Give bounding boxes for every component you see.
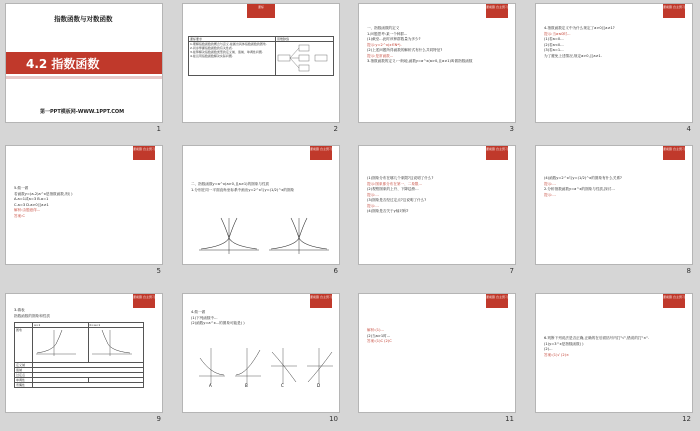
slide-body: 一、指数函数的定义 1.问题思考:某一个种群... (1)截至...此时该种群数量为多少? 提示:y=2^x(x∈N*). (2)上述问题所得函数的解析式有什么共同特征? 提示:是常函数... 3.指数函数的定义:一般地,函数y=a^x(a>0,且a≠1)叫做指数函数 (367, 26, 473, 63)
slide-tag: 课前篇 自主预习 (310, 294, 332, 308)
slide-tag: 课标 (247, 4, 275, 18)
slide-thumbnail-10[interactable] (182, 293, 342, 426)
choice-graph-b (233, 346, 263, 388)
slide-number: 12 (682, 415, 691, 423)
slide-thumbnail-3[interactable] (358, 3, 518, 136)
svg-text:B: B (245, 383, 248, 388)
slide-tag: 课前篇 自主预习 (133, 294, 155, 308)
slide-number: 1 (156, 125, 161, 133)
slide-canvas (535, 293, 693, 413)
mind-map-diagram (277, 42, 332, 74)
slide-title: 4.2 指数函数 (26, 57, 100, 71)
slide-thumbnail-9[interactable] (5, 293, 165, 426)
slide-number: 4 (686, 125, 691, 133)
slide-canvas (5, 293, 163, 413)
slide-body: 二、指数函数y=a^x(a>0,且a≠1)的图象与性质 1.分别在同一平面直角坐标系中画出y=2^x与y=(1/2)^x的图象 (191, 182, 295, 192)
slide-body: 4.做一做 (1)下列函数中... (2)函数y=a^x...的图象可能是( ) (191, 310, 245, 325)
objectives-table: 课标要求 思维脉络 1.理解指数函数的概念与意义,能画出具体指数函数的图象. 2.初步掌握指数函数的有关性质. 3.能够解决指数函数类型的定义域、值域、单调性问题. 4.能运用指数函数解决实际问题. (188, 36, 334, 76)
slide-tag: 课前篇 自主预习 (133, 146, 155, 160)
slide-number: 8 (686, 267, 691, 275)
slide-canvas (182, 3, 340, 123)
slide-tag: 课前篇 自主预习 (310, 146, 332, 160)
slide-thumbnail-7[interactable] (358, 145, 518, 278)
graph-exponential-pair-2 (267, 216, 331, 256)
slide-body: (1)图象分布在哪几个象限?这说明了什么? 提示:图象都分布在第一、二象限... (2)观察图象的上升、下降趋势... 提示:... (3)图象是否经过定点?这说明了什么? 提示:... (4)图象是否关于y轴对称? (367, 176, 434, 213)
slide-number: 2 (333, 125, 338, 133)
slide-tag: 课前篇 自主预习 (486, 4, 508, 18)
slide-canvas (5, 3, 163, 123)
slide-tag: 课前篇 自主预习 (663, 4, 685, 18)
choice-graph-c (269, 346, 299, 388)
slide-tag: 课前篇 自主预习 (663, 146, 685, 160)
slide-canvas (535, 3, 693, 123)
slide-number: 5 (156, 267, 161, 275)
graph-a-less-1 (90, 328, 134, 358)
graph-exponential-pair-1 (197, 216, 261, 256)
svg-text:C: C (281, 383, 284, 388)
slide-body: 5.做一做 若函数y=(a-2)a^x是指数函数,则( ) A.a=1或a=3 B.a=1 C.a=3 D.a>0且a≠1 解析:由题意得... 答案:C (14, 186, 73, 218)
slide-number: 10 (329, 415, 338, 423)
slide-canvas (5, 145, 163, 265)
slide-number: 11 (505, 415, 514, 423)
slide-thumbnail-11[interactable] (358, 293, 518, 426)
slide-canvas (535, 145, 693, 265)
slide-thumbnail-2[interactable] (182, 3, 342, 136)
slide-tag: 课前篇 自主预习 (486, 146, 508, 160)
svg-text:D: D (317, 383, 321, 388)
slide-canvas (358, 293, 516, 413)
slide-canvas (358, 145, 516, 265)
slide-body: 4.指数函数定义中为什么规定了a>0且a≠1? 提示:当a≤0时... (1)若a=0... (2)若a<0... (3)若a=1... 为了避免上述情况,规定a>0,且a≠1. (544, 26, 615, 58)
slide-header: 指数函数与对数函数 (54, 15, 113, 23)
slide-number: 6 (333, 267, 338, 275)
slide-body: (4)函数y=2^x与y=(1/2)^x的图象有什么关系? 提示:... 2.分析指数函数y=a^x的图象与性质,探讨... 提示:... (544, 176, 622, 197)
slide-body: 解析:(1)... (2)当a>1时... 答案:(1)C (2)C (367, 328, 392, 343)
site-text: 第一PPT模板网-WWW.1PPT.COM (40, 109, 125, 115)
graph-a-greater-1 (34, 328, 78, 358)
choice-graph-d (305, 346, 335, 388)
slide-number: 7 (509, 267, 514, 275)
slide-thumbnail-1[interactable] (5, 3, 165, 136)
choice-graph-a (197, 346, 227, 388)
slide-canvas (358, 3, 516, 123)
slide-canvas (182, 293, 340, 413)
slide-thumbnail-12[interactable] (535, 293, 695, 426)
properties-table: a>1 0<a<1 图象 定义域 值域 过定点 单调性 奇偶性 (14, 322, 144, 388)
slide-tag: 课前篇 自主预习 (486, 294, 508, 308)
slide-thumbnail-6[interactable] (182, 145, 342, 278)
svg-text:A: A (209, 383, 212, 388)
slide-number: 9 (156, 415, 161, 423)
slide-number: 3 (509, 125, 514, 133)
slide-thumbnail-5[interactable] (5, 145, 165, 278)
slide-thumbnail-4[interactable] (535, 3, 695, 136)
slide-body: 3.填表 指数函数的图象和性质 (14, 308, 50, 318)
slide-canvas (182, 145, 340, 265)
slide-thumbnail-8[interactable] (535, 145, 695, 278)
slide-body: 6.判断下列说法是否正确,正确的在后面括号内打"√",错误的打"×". (1)y=3^x是指数函数( ) (2)... 答案:(1)√ (2)× (544, 336, 650, 357)
slide-tag: 课前篇 自主预习 (663, 294, 685, 308)
